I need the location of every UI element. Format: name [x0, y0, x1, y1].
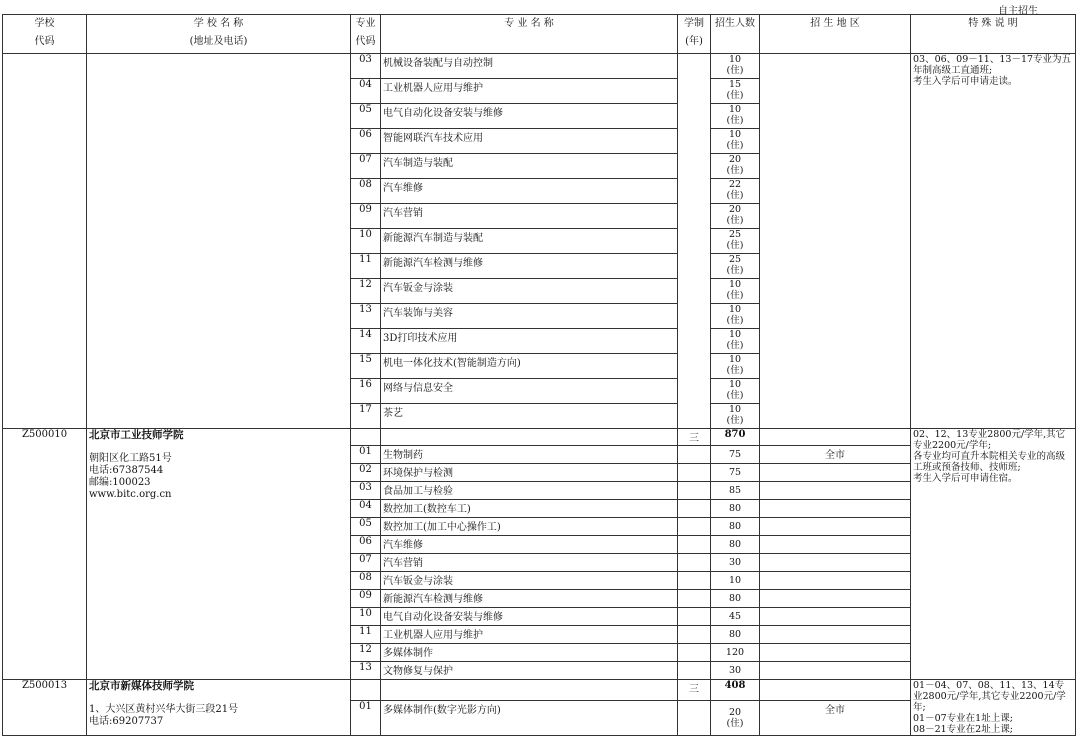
enrollment-count	[711, 154, 760, 179]
school-row	[3, 429, 1076, 446]
region-cell	[760, 54, 911, 429]
enrollment-count	[711, 379, 760, 404]
header-major-code: 专业 代码	[351, 15, 381, 54]
count-value: 22	[728, 179, 742, 190]
boarding-mark: (住)	[726, 290, 744, 301]
count-value: 10	[728, 104, 742, 115]
years-cell	[678, 701, 711, 736]
enrollment-count	[711, 701, 760, 736]
total-count: 870	[711, 429, 760, 446]
enrollment-count	[711, 104, 760, 129]
boarding-mark: (住)	[726, 115, 744, 126]
boarding-mark: (住)	[726, 65, 744, 76]
region	[760, 572, 911, 590]
major-name: 多媒体制作	[381, 644, 678, 662]
major-code: 12	[351, 644, 381, 662]
major-code: 16	[351, 379, 381, 404]
region	[760, 608, 911, 626]
years-cell	[678, 554, 711, 572]
major-name: 数控加工(加工中心操作工)	[381, 518, 678, 536]
major-code: 15	[351, 354, 381, 379]
years-cell	[678, 54, 711, 429]
count-value: 45	[728, 611, 742, 622]
count-value: 120	[725, 647, 745, 658]
boarding-mark: (住)	[726, 90, 744, 101]
header-major-name: 专 业 名 称	[381, 15, 678, 54]
count-value: 10	[728, 575, 742, 586]
count-value: 80	[728, 503, 742, 514]
count-value: 20	[728, 707, 742, 719]
major-code: 06	[351, 536, 381, 554]
major-code: 11	[351, 626, 381, 644]
major-name: 生物制药	[381, 446, 678, 464]
major-name	[381, 680, 678, 701]
school-phone: 电话:69207737	[89, 716, 164, 727]
boarding-mark: (住)	[726, 190, 744, 201]
header-school-name: 学 校 名 称 (地址及电话)	[87, 15, 351, 54]
school-row	[3, 680, 1076, 701]
enrollment-count	[711, 279, 760, 304]
school-postcode: 邮编:100023	[89, 477, 151, 488]
region	[760, 662, 911, 680]
major-name: 汽车钣金与涂装	[381, 279, 678, 304]
school-code: Z500013	[3, 680, 87, 736]
enrollment-count	[711, 536, 760, 554]
major-name: 汽车营销	[381, 554, 678, 572]
count-value: 25	[728, 229, 742, 240]
enrollment-count	[711, 572, 760, 590]
count-value: 80	[728, 593, 742, 604]
region	[760, 626, 911, 644]
major-code: 02	[351, 464, 381, 482]
enrollment-count	[711, 590, 760, 608]
major-code: 10	[351, 229, 381, 254]
major-name: 工业机器人应用与维护	[381, 626, 678, 644]
special-note: 01－04、07、08、11、13、14专业2800元/学年,其它专业2200元/学年; 01－07专业在1址上课; 08－21专业在2址上课;	[911, 680, 1076, 736]
count-value: 25	[728, 254, 742, 265]
count-value: 15	[728, 79, 742, 90]
enrollment-count	[711, 304, 760, 329]
count-value: 80	[728, 521, 742, 532]
count-value: 10	[728, 129, 742, 140]
major-name: 机电一体化技术(智能制造方向)	[381, 354, 678, 379]
header-years: 学制 (年)	[678, 15, 711, 54]
region	[760, 464, 911, 482]
table-body	[3, 54, 1076, 736]
years-cell	[678, 608, 711, 626]
enrollment-count	[711, 644, 760, 662]
header-region: 招 生 地 区	[760, 15, 911, 54]
count-value: 75	[728, 467, 742, 478]
school-phone: 电话:67387544	[89, 465, 164, 476]
major-name: 汽车制造与装配	[381, 154, 678, 179]
years-cell	[678, 464, 711, 482]
major-code: 10	[351, 608, 381, 626]
total-count: 408	[711, 680, 760, 701]
major-code: 14	[351, 329, 381, 354]
admissions-table	[2, 14, 1076, 736]
school-info-cell	[87, 54, 351, 429]
major-name: 工业机器人应用与维护	[381, 79, 678, 104]
major-name: 3D打印技术应用	[381, 329, 678, 354]
school-code: Z500010	[3, 429, 87, 680]
major-name: 环境保护与检测	[381, 464, 678, 482]
major-code: 13	[351, 662, 381, 680]
major-name: 机械设备装配与自动控制	[381, 54, 678, 79]
major-name: 汽车钣金与涂装	[381, 572, 678, 590]
years-cell	[678, 536, 711, 554]
major-name: 数控加工(数控车工)	[381, 500, 678, 518]
boarding-mark: (住)	[726, 265, 744, 276]
top-note: 自主招生	[998, 6, 1038, 17]
years: 三	[678, 680, 711, 701]
major-code: 05	[351, 104, 381, 129]
years-cell	[678, 572, 711, 590]
enrollment-count	[711, 446, 760, 464]
major-name: 新能源汽车检测与维修	[381, 590, 678, 608]
region	[760, 644, 911, 662]
enrollment-count	[711, 204, 760, 229]
years-cell	[678, 500, 711, 518]
years-cell	[678, 626, 711, 644]
special-note: 03、06、09－11、13－17专业为五年制高级工直通班; 考生入学后可申请走读。	[911, 54, 1076, 429]
header-count: 招生人数	[711, 15, 760, 54]
count-value: 20	[728, 204, 742, 215]
years: 三	[678, 429, 711, 446]
major-code	[351, 680, 381, 701]
major-name: 电气自动化设备安装与维修	[381, 104, 678, 129]
major-name: 汽车装饰与美容	[381, 304, 678, 329]
major-code: 09	[351, 590, 381, 608]
major-name: 茶艺	[381, 404, 678, 429]
table-row	[3, 54, 1076, 79]
enrollment-count	[711, 464, 760, 482]
school-website: www.bitc.org.cn	[89, 489, 172, 500]
count-value: 85	[728, 485, 742, 496]
region	[760, 482, 911, 500]
boarding-mark: (住)	[726, 365, 744, 376]
major-code: 04	[351, 79, 381, 104]
major-code	[351, 429, 381, 446]
school-address: 朝阳区化工路51号	[89, 453, 172, 464]
major-name: 新能源汽车检测与维修	[381, 254, 678, 279]
major-code: 17	[351, 404, 381, 429]
years-cell	[678, 590, 711, 608]
major-name: 文物修复与保护	[381, 662, 678, 680]
major-code: 07	[351, 554, 381, 572]
school-info	[87, 429, 351, 680]
enrollment-count	[711, 229, 760, 254]
count-value: 30	[728, 557, 742, 568]
count-value: 75	[728, 449, 742, 460]
major-name: 食品加工与检验	[381, 482, 678, 500]
enrollment-count	[711, 79, 760, 104]
enrollment-count	[711, 329, 760, 354]
major-name: 电气自动化设备安装与维修	[381, 608, 678, 626]
boarding-mark: (住)	[726, 415, 744, 426]
school-name: 北京市新媒体技师学院	[89, 680, 194, 692]
school-name: 北京市工业技师学院	[89, 429, 184, 441]
school-code-cell	[3, 54, 87, 429]
header-school-code: 学校 代码	[3, 15, 87, 54]
major-code: 08	[351, 572, 381, 590]
boarding-mark: (住)	[726, 718, 744, 730]
major-name: 网络与信息安全	[381, 379, 678, 404]
major-name	[381, 429, 678, 446]
region	[760, 500, 911, 518]
years-cell	[678, 518, 711, 536]
major-code: 11	[351, 254, 381, 279]
major-code: 05	[351, 518, 381, 536]
count-value: 80	[728, 539, 742, 550]
years-cell	[678, 482, 711, 500]
region	[760, 536, 911, 554]
count-value: 10	[728, 304, 742, 315]
major-code: 09	[351, 204, 381, 229]
count-value: 10	[728, 404, 742, 415]
region	[760, 429, 911, 446]
count-value: 10	[728, 54, 742, 65]
region	[760, 680, 911, 701]
enrollment-count	[711, 518, 760, 536]
major-code: 07	[351, 154, 381, 179]
boarding-mark: (住)	[726, 315, 744, 326]
count-value: 20	[728, 154, 742, 165]
school-address: 1、大兴区黄村兴华大街三段21号	[89, 704, 239, 715]
enrollment-count	[711, 129, 760, 154]
major-name: 多媒体制作(数字光影方向)	[381, 701, 678, 736]
count-value: 80	[728, 629, 742, 640]
boarding-mark: (住)	[726, 240, 744, 251]
enrollment-count	[711, 662, 760, 680]
special-note: 02、12、13专业2800元/学年,其它专业2200元/学年; 各专业均可直升本院相关专业的高级工班或预备技师、技师班; 考生入学后可申请住宿。	[911, 429, 1076, 680]
count-value: 10	[728, 329, 742, 340]
region: 全市	[760, 701, 911, 736]
major-code: 01	[351, 446, 381, 464]
years-cell	[678, 446, 711, 464]
enrollment-count	[711, 354, 760, 379]
major-code: 06	[351, 129, 381, 154]
major-code: 01	[351, 701, 381, 736]
enrollment-count	[711, 254, 760, 279]
header-row	[3, 15, 1076, 54]
header-note: 特 殊 说 明	[911, 15, 1076, 54]
boarding-mark: (住)	[726, 390, 744, 401]
major-code: 12	[351, 279, 381, 304]
enrollment-count	[711, 54, 760, 79]
enrollment-count	[711, 179, 760, 204]
boarding-mark: (住)	[726, 140, 744, 151]
region: 全市	[760, 446, 911, 464]
major-name: 汽车营销	[381, 204, 678, 229]
major-name: 智能网联汽车技术应用	[381, 129, 678, 154]
count-value: 30	[728, 665, 742, 676]
years-cell	[678, 662, 711, 680]
major-code: 03	[351, 54, 381, 79]
boarding-mark: (住)	[726, 215, 744, 226]
enrollment-count	[711, 608, 760, 626]
major-name: 汽车维修	[381, 179, 678, 204]
region	[760, 518, 911, 536]
school-info	[87, 680, 351, 736]
count-value: 10	[728, 379, 742, 390]
major-code: 13	[351, 304, 381, 329]
major-code: 04	[351, 500, 381, 518]
enrollment-count	[711, 626, 760, 644]
region	[760, 554, 911, 572]
region	[760, 590, 911, 608]
years-cell	[678, 644, 711, 662]
enrollment-count	[711, 500, 760, 518]
count-value: 10	[728, 354, 742, 365]
count-value: 10	[728, 279, 742, 290]
enrollment-count	[711, 482, 760, 500]
boarding-mark: (住)	[726, 340, 744, 351]
major-code: 08	[351, 179, 381, 204]
enrollment-count	[711, 404, 760, 429]
major-name: 汽车维修	[381, 536, 678, 554]
enrollment-count	[711, 554, 760, 572]
boarding-mark: (住)	[726, 165, 744, 176]
major-name: 新能源汽车制造与装配	[381, 229, 678, 254]
major-code: 03	[351, 482, 381, 500]
